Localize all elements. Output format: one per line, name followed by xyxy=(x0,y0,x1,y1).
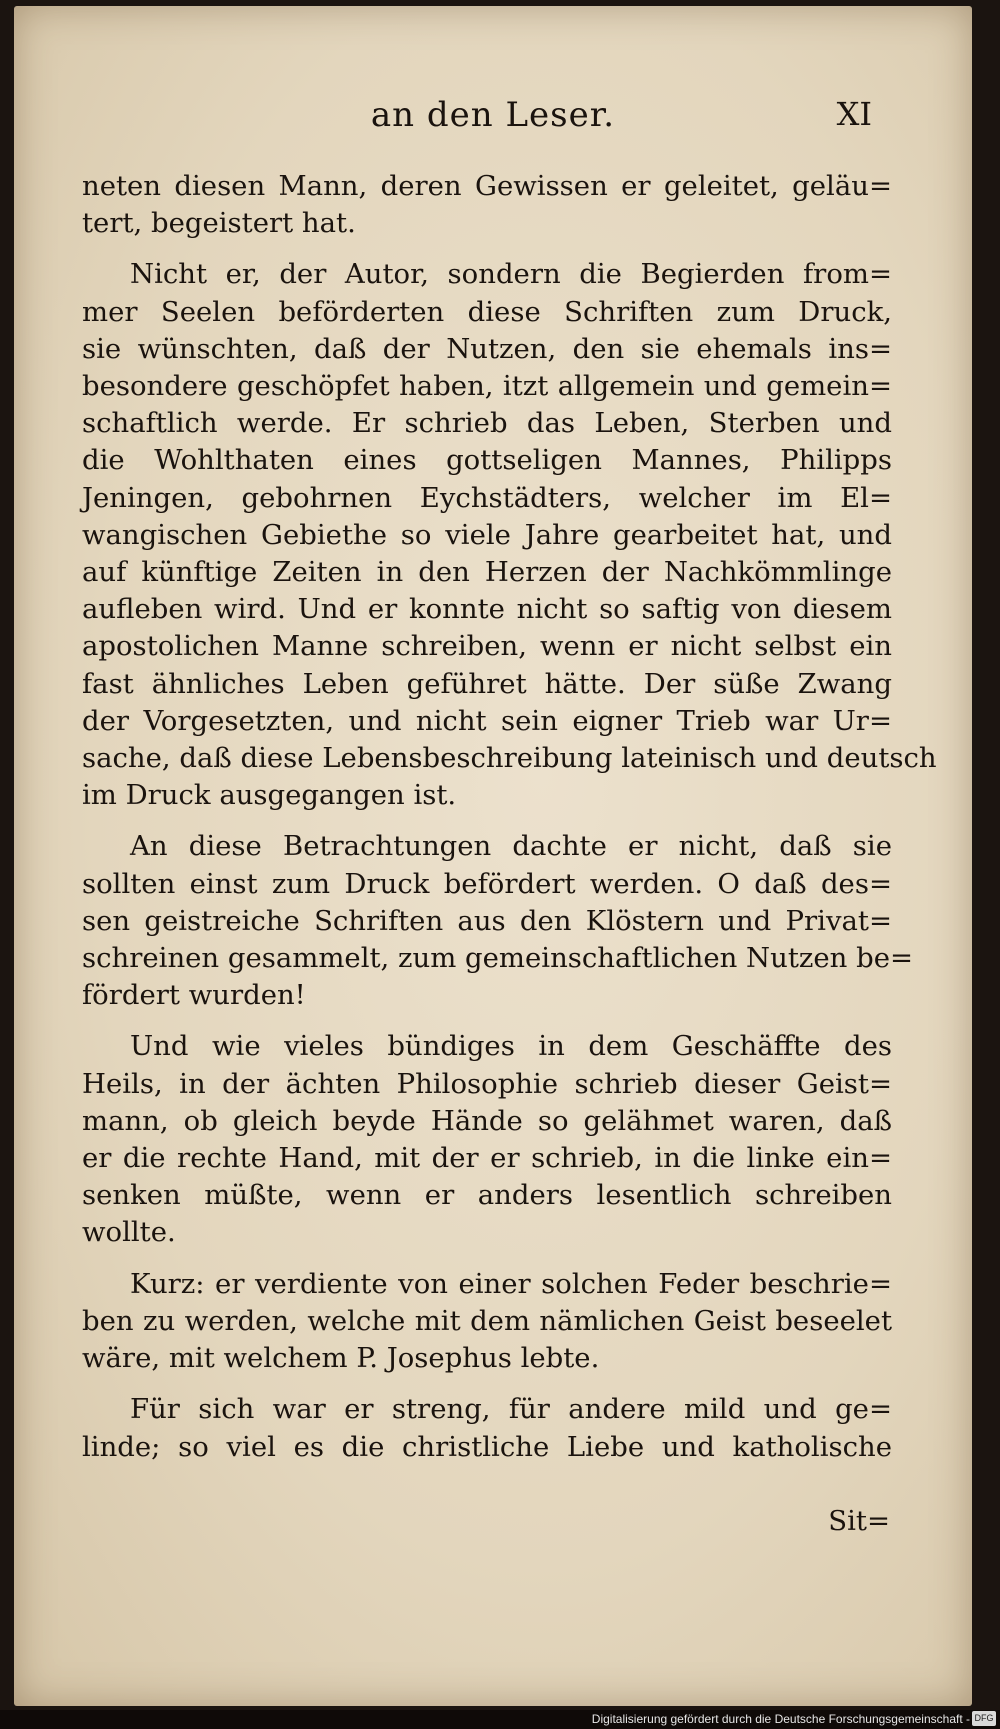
text-line: apostolichen Manne schreiben, wenn er nicht selbst ein xyxy=(82,630,892,663)
paragraph-5 xyxy=(82,1266,892,1378)
body-text xyxy=(82,168,937,1480)
paragraph-4 xyxy=(82,1028,892,1251)
text-line: ben zu werden, welche mit dem nämlichen Geist beseelet xyxy=(82,1304,892,1337)
text-line: wollte. xyxy=(82,1216,176,1249)
text-line: schaftlich werde. Er schrieb das Leben, Sterben und xyxy=(82,407,892,440)
text-line: neten diesen Mann, deren Gewissen er geleitet, geläu= xyxy=(82,170,892,202)
text-line: aufleben wird. Und er konnte nicht so saftig von diesem xyxy=(82,593,892,626)
text-line: Kurz: er verdiente von einer solchen Feder beschrie= xyxy=(130,1267,892,1300)
text-line: die Wohlthaten eines gottseligen Mannes, Philipps xyxy=(82,444,892,477)
text-line: senken müßte, wenn er anders lesentlich schreiben xyxy=(82,1179,892,1212)
dfg-logo: DFG xyxy=(972,1711,996,1726)
text-line: Für sich war er streng, für andere mild und ge= xyxy=(130,1393,892,1426)
text-line: Jeningen, gebohrnen Eychstädters, welcher im El= xyxy=(82,481,892,514)
text-line: er die rechte Hand, mit der er schrieb, in die linke ein= xyxy=(82,1142,892,1175)
text-line: An diese Betrachtungen dachte er nicht, daß sie xyxy=(130,830,892,863)
footer-credit: Digitalisierung gefördert durch die Deutsche Forschungsgemeinschaft - xyxy=(591,1712,970,1726)
paragraph-2 xyxy=(82,256,937,814)
text-line: mann, ob gleich beyde Hände so gelähmet waren, daß xyxy=(82,1104,892,1137)
text-line: sie wünschten, daß der Nutzen, den sie ehemals ins= xyxy=(82,332,892,365)
text-line: auf künftige Zeiten in den Herzen der Nachkömmlinge xyxy=(82,556,892,589)
text-line: mer Seelen beförderten diese Schriften zum Druck, xyxy=(82,295,892,328)
text-line: Und wie vieles bündiges in dem Geschäffte des xyxy=(130,1030,892,1063)
text-line: wangischen Gebiethe so viele Jahre gearbeitet hat, und xyxy=(82,518,892,551)
text-line: linde; so viel es die christliche Liebe und katholische xyxy=(82,1430,892,1463)
text-line: tert, begeistert hat. xyxy=(82,207,356,240)
text-line: im Druck ausgegangen ist. xyxy=(82,779,457,812)
text-line: wäre, mit welchem P. Josephus lebte. xyxy=(82,1342,600,1375)
text-line: sache, daß diese Lebensbeschreibung lateinisch und deutsch xyxy=(82,742,937,775)
paragraph-6 xyxy=(82,1391,892,1465)
page-header xyxy=(14,95,972,145)
running-title: an den Leser. xyxy=(370,95,616,135)
paragraph-1 xyxy=(82,168,892,242)
text-line: Nicht er, der Autor, sondern die Begierden from= xyxy=(130,258,892,291)
catchword: Sit= xyxy=(828,1505,890,1537)
text-line: schreinen gesammelt, zum gemeinschaftlichen Nutzen be= xyxy=(82,942,914,975)
text-line: der Vorgesetzten, und nicht sein eigner Trieb war Ur= xyxy=(82,704,892,737)
page-number: XI xyxy=(836,95,872,133)
text-line: Heils, in der ächten Philosophie schrieb dieser Geist= xyxy=(82,1067,892,1100)
text-line: besondere geschöpfet haben, itzt allgemein und gemein= xyxy=(82,370,892,403)
paragraph-3 xyxy=(82,828,914,1014)
text-line: fördert wurden! xyxy=(82,979,306,1012)
text-line: sen geistreiche Schriften aus den Klöstern und Privat= xyxy=(82,904,892,937)
text-line: fast ähnliches Leben geführet hätte. Der süße Zwang xyxy=(82,667,892,700)
text-line: sollten einst zum Druck befördert werden. O daß des= xyxy=(82,867,892,900)
